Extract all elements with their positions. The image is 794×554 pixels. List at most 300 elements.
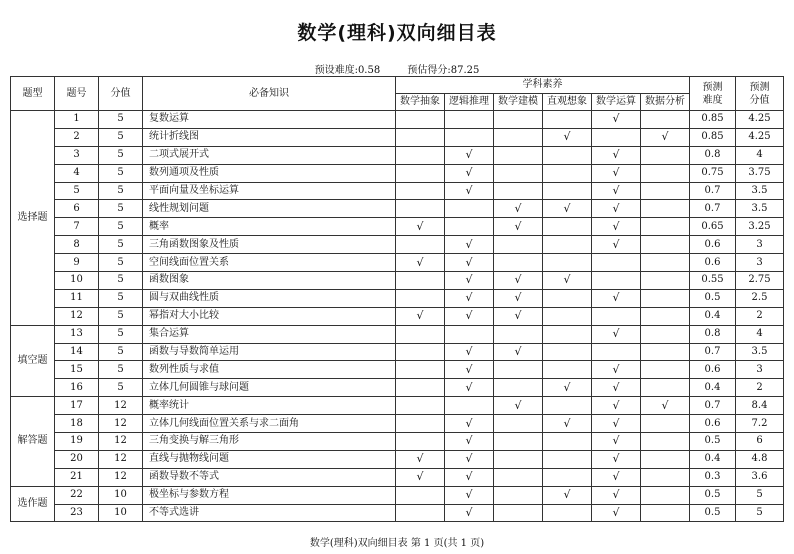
check-mark: √ bbox=[465, 452, 473, 466]
knowledge-cell: 数列性质与求值 bbox=[143, 361, 396, 379]
question-score-cell: 10 bbox=[99, 486, 143, 504]
table-row bbox=[11, 236, 784, 254]
literacy-check-cell bbox=[445, 415, 494, 433]
question-number-cell: 17 bbox=[55, 397, 99, 415]
check-mark: √ bbox=[465, 416, 473, 430]
literacy-check-cell bbox=[543, 397, 592, 415]
literacy-check-cell bbox=[641, 343, 690, 361]
table-row bbox=[11, 218, 784, 236]
question-score-cell: 5 bbox=[99, 307, 143, 325]
predicted-difficulty-cell: 0.7 bbox=[690, 343, 736, 361]
check-mark: √ bbox=[612, 237, 620, 251]
question-score-cell: 5 bbox=[99, 361, 143, 379]
literacy-check-cell bbox=[396, 289, 445, 307]
literacy-check-cell bbox=[445, 379, 494, 397]
predicted-difficulty-cell: 0.7 bbox=[690, 182, 736, 200]
predicted-difficulty-cell: 0.5 bbox=[690, 289, 736, 307]
literacy-check-cell bbox=[641, 325, 690, 343]
check-mark: √ bbox=[612, 219, 620, 233]
literacy-check-cell bbox=[396, 486, 445, 504]
literacy-check-cell bbox=[543, 468, 592, 486]
check-mark: √ bbox=[612, 470, 620, 484]
predicted-score-cell: 3.25 bbox=[736, 218, 784, 236]
col-header-type: 题型 bbox=[11, 77, 55, 111]
pred-score-line1: 预测 bbox=[749, 81, 770, 93]
knowledge-cell: 复数运算 bbox=[143, 111, 396, 129]
predicted-score-cell: 3.5 bbox=[736, 343, 784, 361]
literacy-check-cell bbox=[543, 307, 592, 325]
question-number-cell: 21 bbox=[55, 468, 99, 486]
check-mark: √ bbox=[612, 327, 620, 341]
literacy-check-cell bbox=[641, 307, 690, 325]
literacy-check-cell bbox=[543, 343, 592, 361]
predicted-difficulty-cell: 0.6 bbox=[690, 254, 736, 272]
predicted-difficulty-cell: 0.4 bbox=[690, 450, 736, 468]
question-number-cell: 9 bbox=[55, 254, 99, 272]
predicted-score-cell: 4.25 bbox=[736, 111, 784, 129]
col-header-data-analysis: 数据分析 bbox=[641, 94, 690, 111]
literacy-check-cell bbox=[396, 272, 445, 290]
literacy-check-cell bbox=[445, 182, 494, 200]
check-mark: √ bbox=[465, 434, 473, 448]
question-number-cell: 10 bbox=[55, 272, 99, 290]
question-score-cell: 10 bbox=[99, 504, 143, 522]
check-mark: √ bbox=[612, 506, 620, 520]
literacy-check-cell bbox=[543, 146, 592, 164]
col-header-pred-difficulty bbox=[690, 77, 736, 111]
literacy-check-cell bbox=[543, 433, 592, 451]
question-number-cell: 6 bbox=[55, 200, 99, 218]
literacy-check-cell bbox=[494, 415, 543, 433]
literacy-check-cell bbox=[592, 343, 641, 361]
check-mark: √ bbox=[612, 112, 620, 126]
literacy-check-cell bbox=[494, 200, 543, 218]
knowledge-cell: 统计折线图 bbox=[143, 128, 396, 146]
spec-table bbox=[10, 76, 784, 522]
literacy-check-cell bbox=[592, 325, 641, 343]
literacy-check-cell bbox=[494, 146, 543, 164]
literacy-check-cell bbox=[543, 325, 592, 343]
predicted-difficulty-cell: 0.8 bbox=[690, 325, 736, 343]
table-row bbox=[11, 433, 784, 451]
literacy-check-cell bbox=[396, 379, 445, 397]
knowledge-cell: 立体几何线面位置关系与求二面角 bbox=[143, 415, 396, 433]
page-footer: 数学(理科)双向细目表 第 1 页(共 1 页) bbox=[309, 538, 485, 549]
literacy-check-cell bbox=[641, 486, 690, 504]
predicted-difficulty-cell: 0.6 bbox=[690, 236, 736, 254]
table-row bbox=[11, 146, 784, 164]
question-number-cell: 15 bbox=[55, 361, 99, 379]
literacy-check-cell bbox=[494, 433, 543, 451]
literacy-check-cell bbox=[494, 307, 543, 325]
check-mark: √ bbox=[563, 488, 571, 502]
literacy-check-cell bbox=[396, 218, 445, 236]
predicted-difficulty-cell: 0.4 bbox=[690, 379, 736, 397]
literacy-check-cell bbox=[445, 128, 494, 146]
col-header-score: 分值 bbox=[99, 77, 143, 111]
question-number-cell: 8 bbox=[55, 236, 99, 254]
predicted-difficulty-cell: 0.6 bbox=[690, 361, 736, 379]
check-mark: √ bbox=[514, 345, 522, 359]
check-mark: √ bbox=[612, 416, 620, 430]
literacy-check-cell bbox=[494, 397, 543, 415]
check-mark: √ bbox=[514, 309, 522, 323]
literacy-check-cell bbox=[543, 200, 592, 218]
literacy-check-cell bbox=[396, 200, 445, 218]
table-row bbox=[11, 397, 784, 415]
literacy-check-cell bbox=[396, 415, 445, 433]
literacy-check-cell bbox=[445, 433, 494, 451]
literacy-check-cell bbox=[494, 450, 543, 468]
question-score-cell: 5 bbox=[99, 218, 143, 236]
literacy-check-cell bbox=[592, 128, 641, 146]
predicted-difficulty-cell: 0.55 bbox=[690, 272, 736, 290]
literacy-check-cell bbox=[543, 415, 592, 433]
literacy-check-cell bbox=[396, 361, 445, 379]
check-mark: √ bbox=[563, 273, 571, 287]
question-number-cell: 11 bbox=[55, 289, 99, 307]
knowledge-cell: 函数图象 bbox=[143, 272, 396, 290]
page-title: 数学(理科)双向细目表 bbox=[297, 22, 497, 44]
knowledge-cell: 函数与导数简单运用 bbox=[143, 343, 396, 361]
predicted-difficulty-cell: 0.8 bbox=[690, 146, 736, 164]
literacy-check-cell bbox=[592, 182, 641, 200]
literacy-check-cell bbox=[445, 218, 494, 236]
literacy-check-cell bbox=[592, 468, 641, 486]
literacy-check-cell bbox=[543, 486, 592, 504]
literacy-check-cell bbox=[445, 343, 494, 361]
literacy-check-cell bbox=[592, 379, 641, 397]
literacy-check-cell bbox=[445, 486, 494, 504]
question-score-cell: 5 bbox=[99, 379, 143, 397]
knowledge-cell: 概率 bbox=[143, 218, 396, 236]
knowledge-cell: 空间线面位置关系 bbox=[143, 254, 396, 272]
literacy-check-cell bbox=[445, 111, 494, 129]
literacy-check-cell bbox=[494, 164, 543, 182]
check-mark: √ bbox=[465, 488, 473, 502]
literacy-check-cell bbox=[396, 397, 445, 415]
check-mark: √ bbox=[514, 201, 522, 215]
question-number-cell: 16 bbox=[55, 379, 99, 397]
question-score-cell: 12 bbox=[99, 450, 143, 468]
table-row bbox=[11, 128, 784, 146]
check-mark: √ bbox=[465, 470, 473, 484]
check-mark: √ bbox=[661, 398, 669, 412]
predicted-difficulty-cell: 0.85 bbox=[690, 128, 736, 146]
literacy-check-cell bbox=[445, 289, 494, 307]
check-mark: √ bbox=[612, 201, 620, 215]
predicted-difficulty-cell: 0.6 bbox=[690, 415, 736, 433]
question-number-cell: 22 bbox=[55, 486, 99, 504]
literacy-check-cell bbox=[396, 164, 445, 182]
literacy-check-cell bbox=[445, 361, 494, 379]
question-number-cell: 20 bbox=[55, 450, 99, 468]
predicted-score-cell: 4 bbox=[736, 146, 784, 164]
table-row bbox=[11, 343, 784, 361]
knowledge-cell: 圆与双曲线性质 bbox=[143, 289, 396, 307]
literacy-check-cell bbox=[494, 272, 543, 290]
literacy-check-cell bbox=[396, 254, 445, 272]
predicted-difficulty-cell: 0.7 bbox=[690, 397, 736, 415]
literacy-check-cell bbox=[592, 218, 641, 236]
question-score-cell: 12 bbox=[99, 397, 143, 415]
literacy-check-cell bbox=[543, 272, 592, 290]
literacy-check-cell bbox=[445, 254, 494, 272]
literacy-check-cell bbox=[396, 182, 445, 200]
literacy-check-cell bbox=[396, 325, 445, 343]
question-number-cell: 13 bbox=[55, 325, 99, 343]
knowledge-cell: 三角函数图象及性质 bbox=[143, 236, 396, 254]
knowledge-cell: 直线与抛物线问题 bbox=[143, 450, 396, 468]
predicted-difficulty-cell: 0.3 bbox=[690, 468, 736, 486]
col-header-abstraction: 数学抽象 bbox=[396, 94, 445, 111]
question-score-cell: 5 bbox=[99, 254, 143, 272]
predicted-score-cell: 4 bbox=[736, 325, 784, 343]
question-type-cell: 填空题 bbox=[11, 325, 55, 397]
check-mark: √ bbox=[465, 237, 473, 251]
table-row bbox=[11, 486, 784, 504]
question-number-cell: 19 bbox=[55, 433, 99, 451]
table-row bbox=[11, 415, 784, 433]
question-number-cell: 14 bbox=[55, 343, 99, 361]
predicted-difficulty-cell: 0.5 bbox=[690, 486, 736, 504]
pred-difficulty-line1: 预测 bbox=[702, 81, 723, 93]
col-header-computation: 数学运算 bbox=[592, 94, 641, 111]
literacy-check-cell bbox=[396, 450, 445, 468]
table-row bbox=[11, 307, 784, 325]
literacy-check-cell bbox=[641, 468, 690, 486]
literacy-check-cell bbox=[641, 218, 690, 236]
literacy-check-cell bbox=[592, 272, 641, 290]
predicted-score-cell: 3.5 bbox=[736, 182, 784, 200]
knowledge-cell: 集合运算 bbox=[143, 325, 396, 343]
literacy-check-cell bbox=[641, 111, 690, 129]
check-mark: √ bbox=[465, 184, 473, 197]
literacy-check-cell bbox=[494, 379, 543, 397]
literacy-check-cell bbox=[641, 504, 690, 522]
knowledge-cell: 线性规划问题 bbox=[143, 200, 396, 218]
subtitle bbox=[0, 61, 794, 76]
literacy-check-cell bbox=[592, 361, 641, 379]
check-mark: √ bbox=[661, 130, 669, 144]
literacy-check-cell bbox=[641, 164, 690, 182]
literacy-check-cell bbox=[641, 397, 690, 415]
literacy-check-cell bbox=[641, 433, 690, 451]
literacy-check-cell bbox=[396, 111, 445, 129]
predicted-score-cell: 3 bbox=[736, 236, 784, 254]
literacy-check-cell bbox=[641, 146, 690, 164]
question-score-cell: 5 bbox=[99, 164, 143, 182]
check-mark: √ bbox=[465, 309, 473, 323]
literacy-check-cell bbox=[494, 504, 543, 522]
table-row bbox=[11, 200, 784, 218]
literacy-check-cell bbox=[592, 433, 641, 451]
check-mark: √ bbox=[612, 452, 620, 466]
question-score-cell: 5 bbox=[99, 111, 143, 129]
check-mark: √ bbox=[465, 273, 473, 287]
question-number-cell: 18 bbox=[55, 415, 99, 433]
question-score-cell: 5 bbox=[99, 289, 143, 307]
table-row bbox=[11, 325, 784, 343]
check-mark: √ bbox=[465, 362, 473, 376]
preset-difficulty: 预设难度:0.58 bbox=[314, 65, 381, 76]
check-mark: √ bbox=[612, 148, 620, 162]
predicted-score-cell: 4.8 bbox=[736, 450, 784, 468]
literacy-check-cell bbox=[396, 307, 445, 325]
check-mark: √ bbox=[563, 201, 571, 215]
literacy-check-cell bbox=[494, 468, 543, 486]
table-row bbox=[11, 379, 784, 397]
check-mark: √ bbox=[612, 184, 620, 197]
check-mark: √ bbox=[514, 291, 522, 305]
pred-score-line2: 分值 bbox=[749, 94, 770, 106]
literacy-check-cell bbox=[543, 379, 592, 397]
predicted-score-cell: 3 bbox=[736, 361, 784, 379]
check-mark: √ bbox=[465, 380, 473, 394]
predicted-difficulty-cell: 0.5 bbox=[690, 504, 736, 522]
literacy-check-cell bbox=[543, 236, 592, 254]
literacy-check-cell bbox=[592, 254, 641, 272]
predicted-difficulty-cell: 0.5 bbox=[690, 433, 736, 451]
question-score-cell: 5 bbox=[99, 182, 143, 200]
predicted-difficulty-cell: 0.75 bbox=[690, 164, 736, 182]
literacy-check-cell bbox=[396, 343, 445, 361]
table-row bbox=[11, 111, 784, 129]
table-body bbox=[11, 111, 784, 522]
literacy-check-cell bbox=[494, 486, 543, 504]
col-header-modeling: 数学建模 bbox=[494, 94, 543, 111]
col-header-literacy: 学科素养 bbox=[396, 77, 690, 94]
pred-difficulty-line2: 难度 bbox=[702, 94, 723, 106]
literacy-check-cell bbox=[543, 361, 592, 379]
check-mark: √ bbox=[465, 166, 473, 180]
check-mark: √ bbox=[514, 219, 522, 233]
question-score-cell: 12 bbox=[99, 468, 143, 486]
literacy-check-cell bbox=[592, 289, 641, 307]
expected-score: 预估得分:87.25 bbox=[407, 65, 480, 76]
literacy-check-cell bbox=[543, 111, 592, 129]
literacy-check-cell bbox=[445, 468, 494, 486]
literacy-check-cell bbox=[592, 486, 641, 504]
question-number-cell: 23 bbox=[55, 504, 99, 522]
question-number-cell: 2 bbox=[55, 128, 99, 146]
literacy-check-cell bbox=[641, 415, 690, 433]
literacy-check-cell bbox=[396, 146, 445, 164]
predicted-score-cell: 2 bbox=[736, 307, 784, 325]
knowledge-cell: 函数导数不等式 bbox=[143, 468, 396, 486]
literacy-check-cell bbox=[494, 218, 543, 236]
literacy-check-cell bbox=[543, 450, 592, 468]
check-mark: √ bbox=[612, 362, 620, 376]
literacy-check-cell bbox=[641, 379, 690, 397]
literacy-check-cell bbox=[396, 128, 445, 146]
predicted-score-cell: 7.2 bbox=[736, 415, 784, 433]
check-mark: √ bbox=[563, 130, 571, 144]
table-row bbox=[11, 254, 784, 272]
question-score-cell: 5 bbox=[99, 325, 143, 343]
check-mark: √ bbox=[465, 255, 473, 269]
literacy-check-cell bbox=[592, 111, 641, 129]
predicted-difficulty-cell: 0.4 bbox=[690, 307, 736, 325]
predicted-score-cell: 6 bbox=[736, 433, 784, 451]
knowledge-cell: 三角变换与解三角形 bbox=[143, 433, 396, 451]
literacy-check-cell bbox=[543, 504, 592, 522]
literacy-check-cell bbox=[592, 450, 641, 468]
literacy-check-cell bbox=[396, 504, 445, 522]
check-mark: √ bbox=[416, 309, 424, 323]
table-row bbox=[11, 468, 784, 486]
predicted-difficulty-cell: 0.85 bbox=[690, 111, 736, 129]
question-score-cell: 5 bbox=[99, 272, 143, 290]
knowledge-cell: 二项式展开式 bbox=[143, 146, 396, 164]
table-row bbox=[11, 182, 784, 200]
question-type-cell: 选择题 bbox=[11, 111, 55, 326]
literacy-check-cell bbox=[494, 111, 543, 129]
check-mark: √ bbox=[465, 291, 473, 305]
question-number-cell: 5 bbox=[55, 182, 99, 200]
check-mark: √ bbox=[465, 148, 473, 162]
check-mark: √ bbox=[416, 452, 424, 466]
check-mark: √ bbox=[465, 345, 473, 359]
col-header-reasoning: 逻辑推理 bbox=[445, 94, 494, 111]
table-row bbox=[11, 504, 784, 522]
literacy-check-cell bbox=[641, 128, 690, 146]
col-header-imagination: 直观想象 bbox=[543, 94, 592, 111]
check-mark: √ bbox=[612, 166, 620, 180]
check-mark: √ bbox=[563, 416, 571, 430]
question-type-cell: 选作题 bbox=[11, 486, 55, 522]
predicted-score-cell: 3.5 bbox=[736, 200, 784, 218]
question-number-cell: 1 bbox=[55, 111, 99, 129]
knowledge-cell: 立体几何圆锥与球问题 bbox=[143, 379, 396, 397]
predicted-score-cell: 3.75 bbox=[736, 164, 784, 182]
literacy-check-cell bbox=[641, 450, 690, 468]
table-row bbox=[11, 289, 784, 307]
literacy-check-cell bbox=[641, 254, 690, 272]
literacy-check-cell bbox=[494, 289, 543, 307]
literacy-check-cell bbox=[445, 272, 494, 290]
literacy-check-cell bbox=[543, 218, 592, 236]
literacy-check-cell bbox=[592, 504, 641, 522]
literacy-check-cell bbox=[592, 397, 641, 415]
literacy-check-cell bbox=[494, 361, 543, 379]
literacy-check-cell bbox=[641, 289, 690, 307]
question-number-cell: 7 bbox=[55, 218, 99, 236]
question-score-cell: 5 bbox=[99, 343, 143, 361]
question-number-cell: 12 bbox=[55, 307, 99, 325]
literacy-check-cell bbox=[543, 254, 592, 272]
literacy-check-cell bbox=[543, 128, 592, 146]
question-number-cell: 3 bbox=[55, 146, 99, 164]
check-mark: √ bbox=[612, 291, 620, 305]
literacy-check-cell bbox=[396, 236, 445, 254]
literacy-check-cell bbox=[445, 164, 494, 182]
literacy-check-cell bbox=[445, 325, 494, 343]
literacy-check-cell bbox=[592, 415, 641, 433]
table-row bbox=[11, 164, 784, 182]
literacy-check-cell bbox=[494, 128, 543, 146]
literacy-check-cell bbox=[592, 307, 641, 325]
literacy-check-cell bbox=[494, 343, 543, 361]
knowledge-cell: 平面向量及坐标运算 bbox=[143, 182, 396, 200]
predicted-score-cell: 5 bbox=[736, 504, 784, 522]
check-mark: √ bbox=[612, 488, 620, 502]
check-mark: √ bbox=[563, 380, 571, 394]
literacy-check-cell bbox=[445, 200, 494, 218]
literacy-check-cell bbox=[543, 182, 592, 200]
literacy-check-cell bbox=[641, 236, 690, 254]
check-mark: √ bbox=[416, 219, 424, 233]
